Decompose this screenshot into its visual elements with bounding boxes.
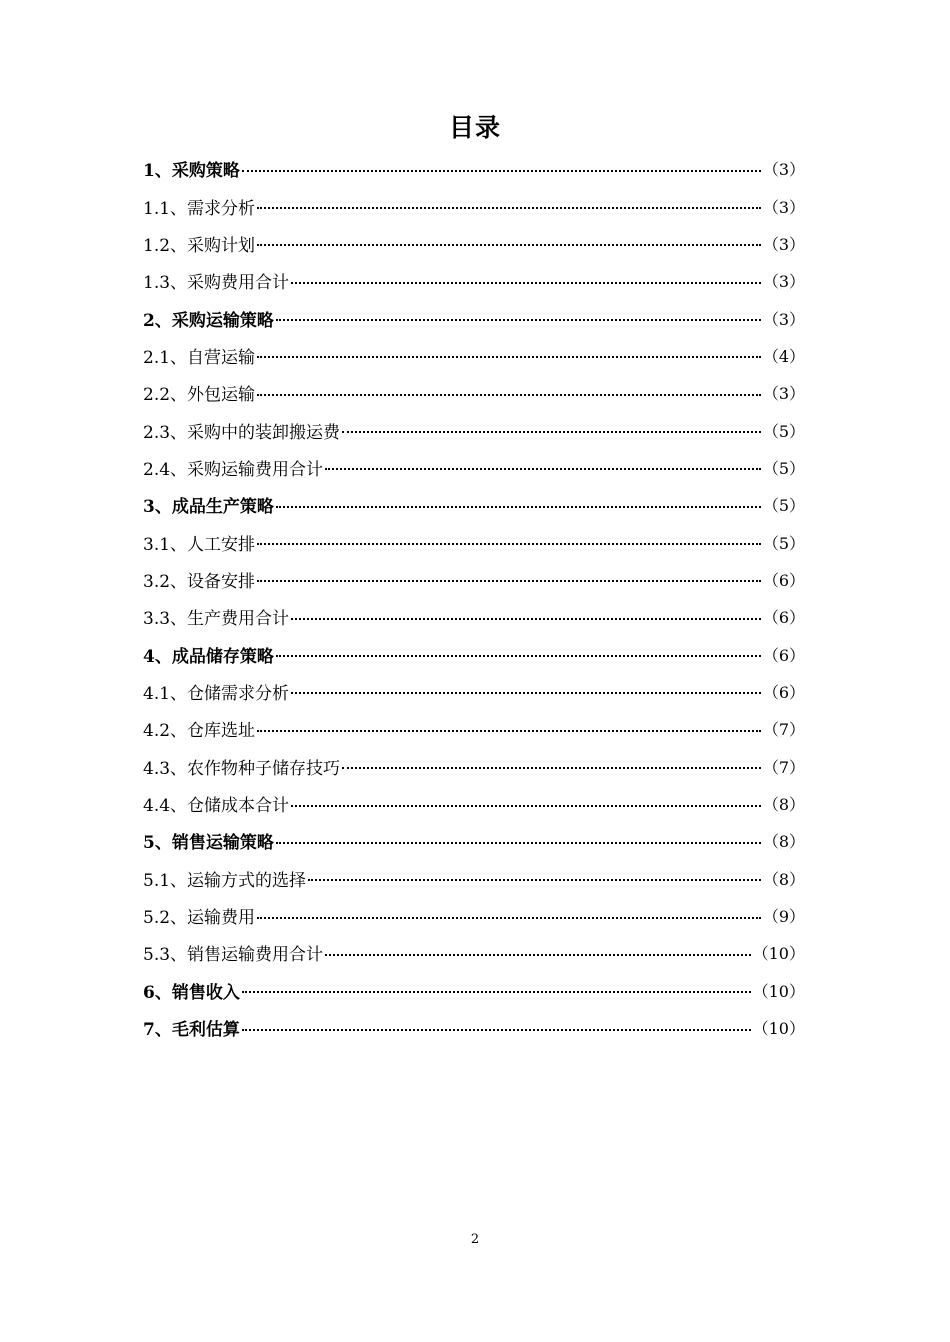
toc-entry-page: （6） — [762, 570, 805, 590]
toc-entry-label: 2.2、外包运输 — [143, 385, 256, 406]
toc-entry-label: 5.1、运输方式的选择 — [143, 870, 307, 891]
toc-entry-page: （10） — [752, 1019, 805, 1039]
toc-entry-label: 4、成品储存策略 — [143, 646, 274, 667]
toc-section-entry[interactable] — [143, 635, 805, 672]
toc-dot-leader — [257, 394, 761, 396]
toc-subsection-entry[interactable] — [143, 785, 805, 822]
toc-dot-leader — [257, 543, 761, 545]
toc-entry-page: （6） — [762, 682, 805, 702]
toc-entry-page: （3） — [762, 234, 805, 254]
toc-entry-page: （8） — [762, 832, 805, 852]
toc-entry-page: （4） — [762, 346, 805, 366]
toc-subsection-entry[interactable] — [143, 934, 805, 971]
toc-entry-label: 1.2、采购计划 — [143, 235, 256, 256]
toc-dot-leader — [242, 991, 751, 993]
toc-entry-page: （8） — [762, 869, 805, 889]
toc-dot-leader — [257, 356, 761, 358]
toc-entry-label: 4.3、农作物种子储存技巧 — [143, 758, 341, 779]
toc-dot-leader — [242, 1029, 751, 1031]
toc-entry-label: 2.3、采购中的装卸搬运费 — [143, 422, 341, 443]
toc-entry-label: 3.3、生产费用合计 — [143, 609, 290, 630]
toc-subsection-entry[interactable] — [143, 710, 805, 747]
toc-entry-label: 1.3、采购费用合计 — [143, 273, 290, 294]
toc-subsection-entry[interactable] — [143, 561, 805, 598]
toc-dot-leader — [291, 692, 761, 694]
toc-entry-page: （3） — [762, 384, 805, 404]
page-title: 目录 — [448, 113, 501, 142]
toc-entry-page: （10） — [752, 944, 805, 964]
toc-entry-page: （7） — [762, 720, 805, 740]
toc-entry-label: 6、销售收入 — [143, 982, 240, 1003]
toc-entry-page: （9） — [762, 907, 805, 927]
toc-entry-page: （5） — [762, 533, 805, 553]
toc-entry-label: 2、采购运输策略 — [143, 310, 274, 331]
toc-section-entry[interactable] — [143, 299, 805, 336]
toc-dot-leader — [257, 730, 761, 732]
toc-entry-page: （3） — [762, 160, 805, 180]
toc-subsection-entry[interactable] — [143, 449, 805, 486]
toc-dot-leader — [325, 954, 751, 956]
toc-entry-label: 5.2、运输费用 — [143, 908, 256, 929]
toc-dot-leader — [342, 767, 761, 769]
toc-entry-label: 2.1、自营运输 — [143, 347, 256, 368]
toc-subsection-entry[interactable] — [143, 374, 805, 411]
toc-entry-label: 1、采购策略 — [143, 161, 240, 182]
page-number: 2 — [470, 1232, 480, 1247]
toc-entry-label: 2.4、采购运输费用合计 — [143, 459, 324, 480]
toc-entry-page: （3） — [762, 309, 805, 329]
toc-section-entry[interactable] — [143, 486, 805, 523]
toc-subsection-entry[interactable] — [143, 187, 805, 224]
toc-entry-page: （3） — [762, 272, 805, 292]
toc-dot-leader — [308, 879, 761, 881]
toc-entry-label: 5、销售运输策略 — [143, 833, 274, 854]
toc-subsection-entry[interactable] — [143, 262, 805, 299]
toc-dot-leader — [291, 282, 761, 284]
toc-subsection-entry[interactable] — [143, 411, 805, 448]
toc-subsection-entry[interactable] — [143, 897, 805, 934]
table-of-contents — [143, 150, 805, 1046]
toc-dot-leader — [276, 319, 761, 321]
toc-entry-page: （5） — [762, 458, 805, 478]
toc-subsection-entry[interactable] — [143, 748, 805, 785]
toc-entry-label: 4.1、仓储需求分析 — [143, 683, 290, 704]
toc-subsection-entry[interactable] — [143, 598, 805, 635]
toc-dot-leader — [291, 805, 761, 807]
toc-dot-leader — [257, 580, 761, 582]
toc-entry-label: 3.1、人工安排 — [143, 534, 256, 555]
toc-entry-page: （7） — [762, 757, 805, 777]
toc-entry-page: （5） — [762, 496, 805, 516]
toc-entry-label: 7、毛利估算 — [143, 1020, 240, 1041]
toc-entry-page: （5） — [762, 421, 805, 441]
toc-dot-leader — [276, 655, 761, 657]
toc-entry-label: 5.3、销售运输费用合计 — [143, 945, 324, 966]
toc-subsection-entry[interactable] — [143, 860, 805, 897]
toc-entry-page: （8） — [762, 795, 805, 815]
toc-entry-label: 4.4、仓储成本合计 — [143, 796, 290, 817]
toc-dot-leader — [276, 506, 761, 508]
toc-section-entry[interactable] — [143, 150, 805, 187]
toc-entry-page: （6） — [762, 645, 805, 665]
toc-entry-label: 1.1、需求分析 — [143, 198, 256, 219]
toc-section-entry[interactable] — [143, 1009, 805, 1046]
toc-dot-leader — [257, 244, 761, 246]
toc-entry-label: 3、成品生产策略 — [143, 497, 274, 518]
toc-dot-leader — [242, 170, 761, 172]
toc-subsection-entry[interactable] — [143, 523, 805, 560]
toc-entry-page: （10） — [752, 981, 805, 1001]
toc-dot-leader — [291, 618, 761, 620]
toc-dot-leader — [257, 207, 761, 209]
toc-dot-leader — [276, 842, 761, 844]
toc-dot-leader — [325, 468, 761, 470]
toc-entry-page: （6） — [762, 608, 805, 628]
toc-subsection-entry[interactable] — [143, 225, 805, 262]
toc-entry-page: （3） — [762, 197, 805, 217]
toc-entry-label: 4.2、仓库选址 — [143, 721, 256, 742]
toc-dot-leader — [342, 431, 761, 433]
toc-subsection-entry[interactable] — [143, 337, 805, 374]
toc-subsection-entry[interactable] — [143, 673, 805, 710]
toc-section-entry[interactable] — [143, 822, 805, 859]
toc-dot-leader — [257, 917, 761, 919]
toc-entry-label: 3.2、设备安排 — [143, 571, 256, 592]
toc-section-entry[interactable] — [143, 972, 805, 1009]
